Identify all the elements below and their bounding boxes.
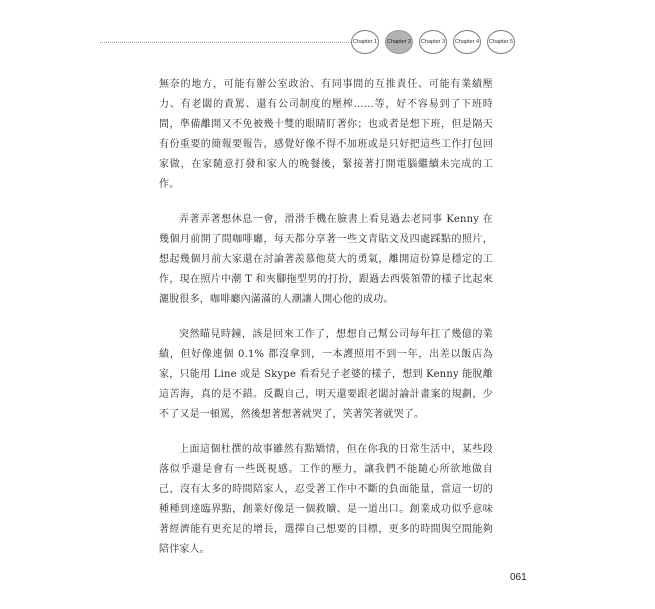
page-number: 061: [510, 572, 527, 583]
chapter-tab-4: Chapter 4: [453, 30, 481, 54]
chapter-tab-3: Chapter 3: [419, 30, 447, 54]
chapter-navigation: [0, 30, 655, 56]
paragraph-1: 無奈的地方，可能有辦公室政治、有同事間的互推責任、可能有業績壓力、有老闆的責罵、還有公司制度的壓榨……等，好不容易到了下班時間，準備離開又不免被幾十雙的眼睛盯著你；也或者是想下班，但是隔天有份重要的簡報要報告，感覺好像不得不加班或是只好把這些工作打包回家做，在家隨意打發和家人的晚餐後，緊接著打開電腦繼續未完成的工作。: [159, 79, 493, 190]
chapter-tab-1: Chapter 1: [351, 30, 379, 54]
paragraph-4: 上面這個杜撰的故事雖然有點矯情，但在你我的日常生活中，某些段落似乎還是會有一些既視感。工作的壓力，讓我們不能隨心所欲地做自己，沒有太多的時間陪家人，忍受著工作中不斷的負面能量，當這一切的種種到達臨界點，創業好像是一個救贖、是一道出口。創業成功似乎意味著經濟能有更充足的增長，選擇自己想要的目標，更多的時間與空間能夠陪伴家人。: [159, 444, 493, 555]
paragraph-3: 突然瞄見時鐘，該是回來工作了，想想自己幫公司每年扛了幾億的業績，但好像連個 0.1% 都沒拿到，一本護照用不到一年，出差以飯店為家，只能用 Line 或是 Skype 看看兒子老婆的樣子，想到 Kenny 能脫離這苦海，真的是不錯。反觀自己，明天還要跟老闆討論計畫案的規劃，少不了又是一頓罵，然後想著想著就哭了，笑著笑著就哭了。: [159, 329, 493, 420]
chapter-tab-2-active: Chapter 2: [385, 30, 413, 54]
paragraph-2: 弄著弄著想休息一會，滑滑手機在臉書上看見過去老同事 Kenny 在幾個月前開了間咖啡廳，每天都分享著一些文青貼文及四處踩點的照片，想起幾個月前大家還在討論著羨慕他莫大的勇氣，離開這份算是穩定的工作，現在照片中潮 T 和夾腳拖型男的打扮，跟過去西裝領帶的樣子比起來灑脫很多，咖啡廳內滿滿的人潮讓人開心他的成功。: [159, 214, 493, 305]
body-text: [159, 75, 493, 575]
chapter-tab-5: Chapter 5: [487, 30, 515, 54]
chapter-tabs: [351, 30, 515, 54]
nav-dotted-line: [100, 42, 355, 43]
